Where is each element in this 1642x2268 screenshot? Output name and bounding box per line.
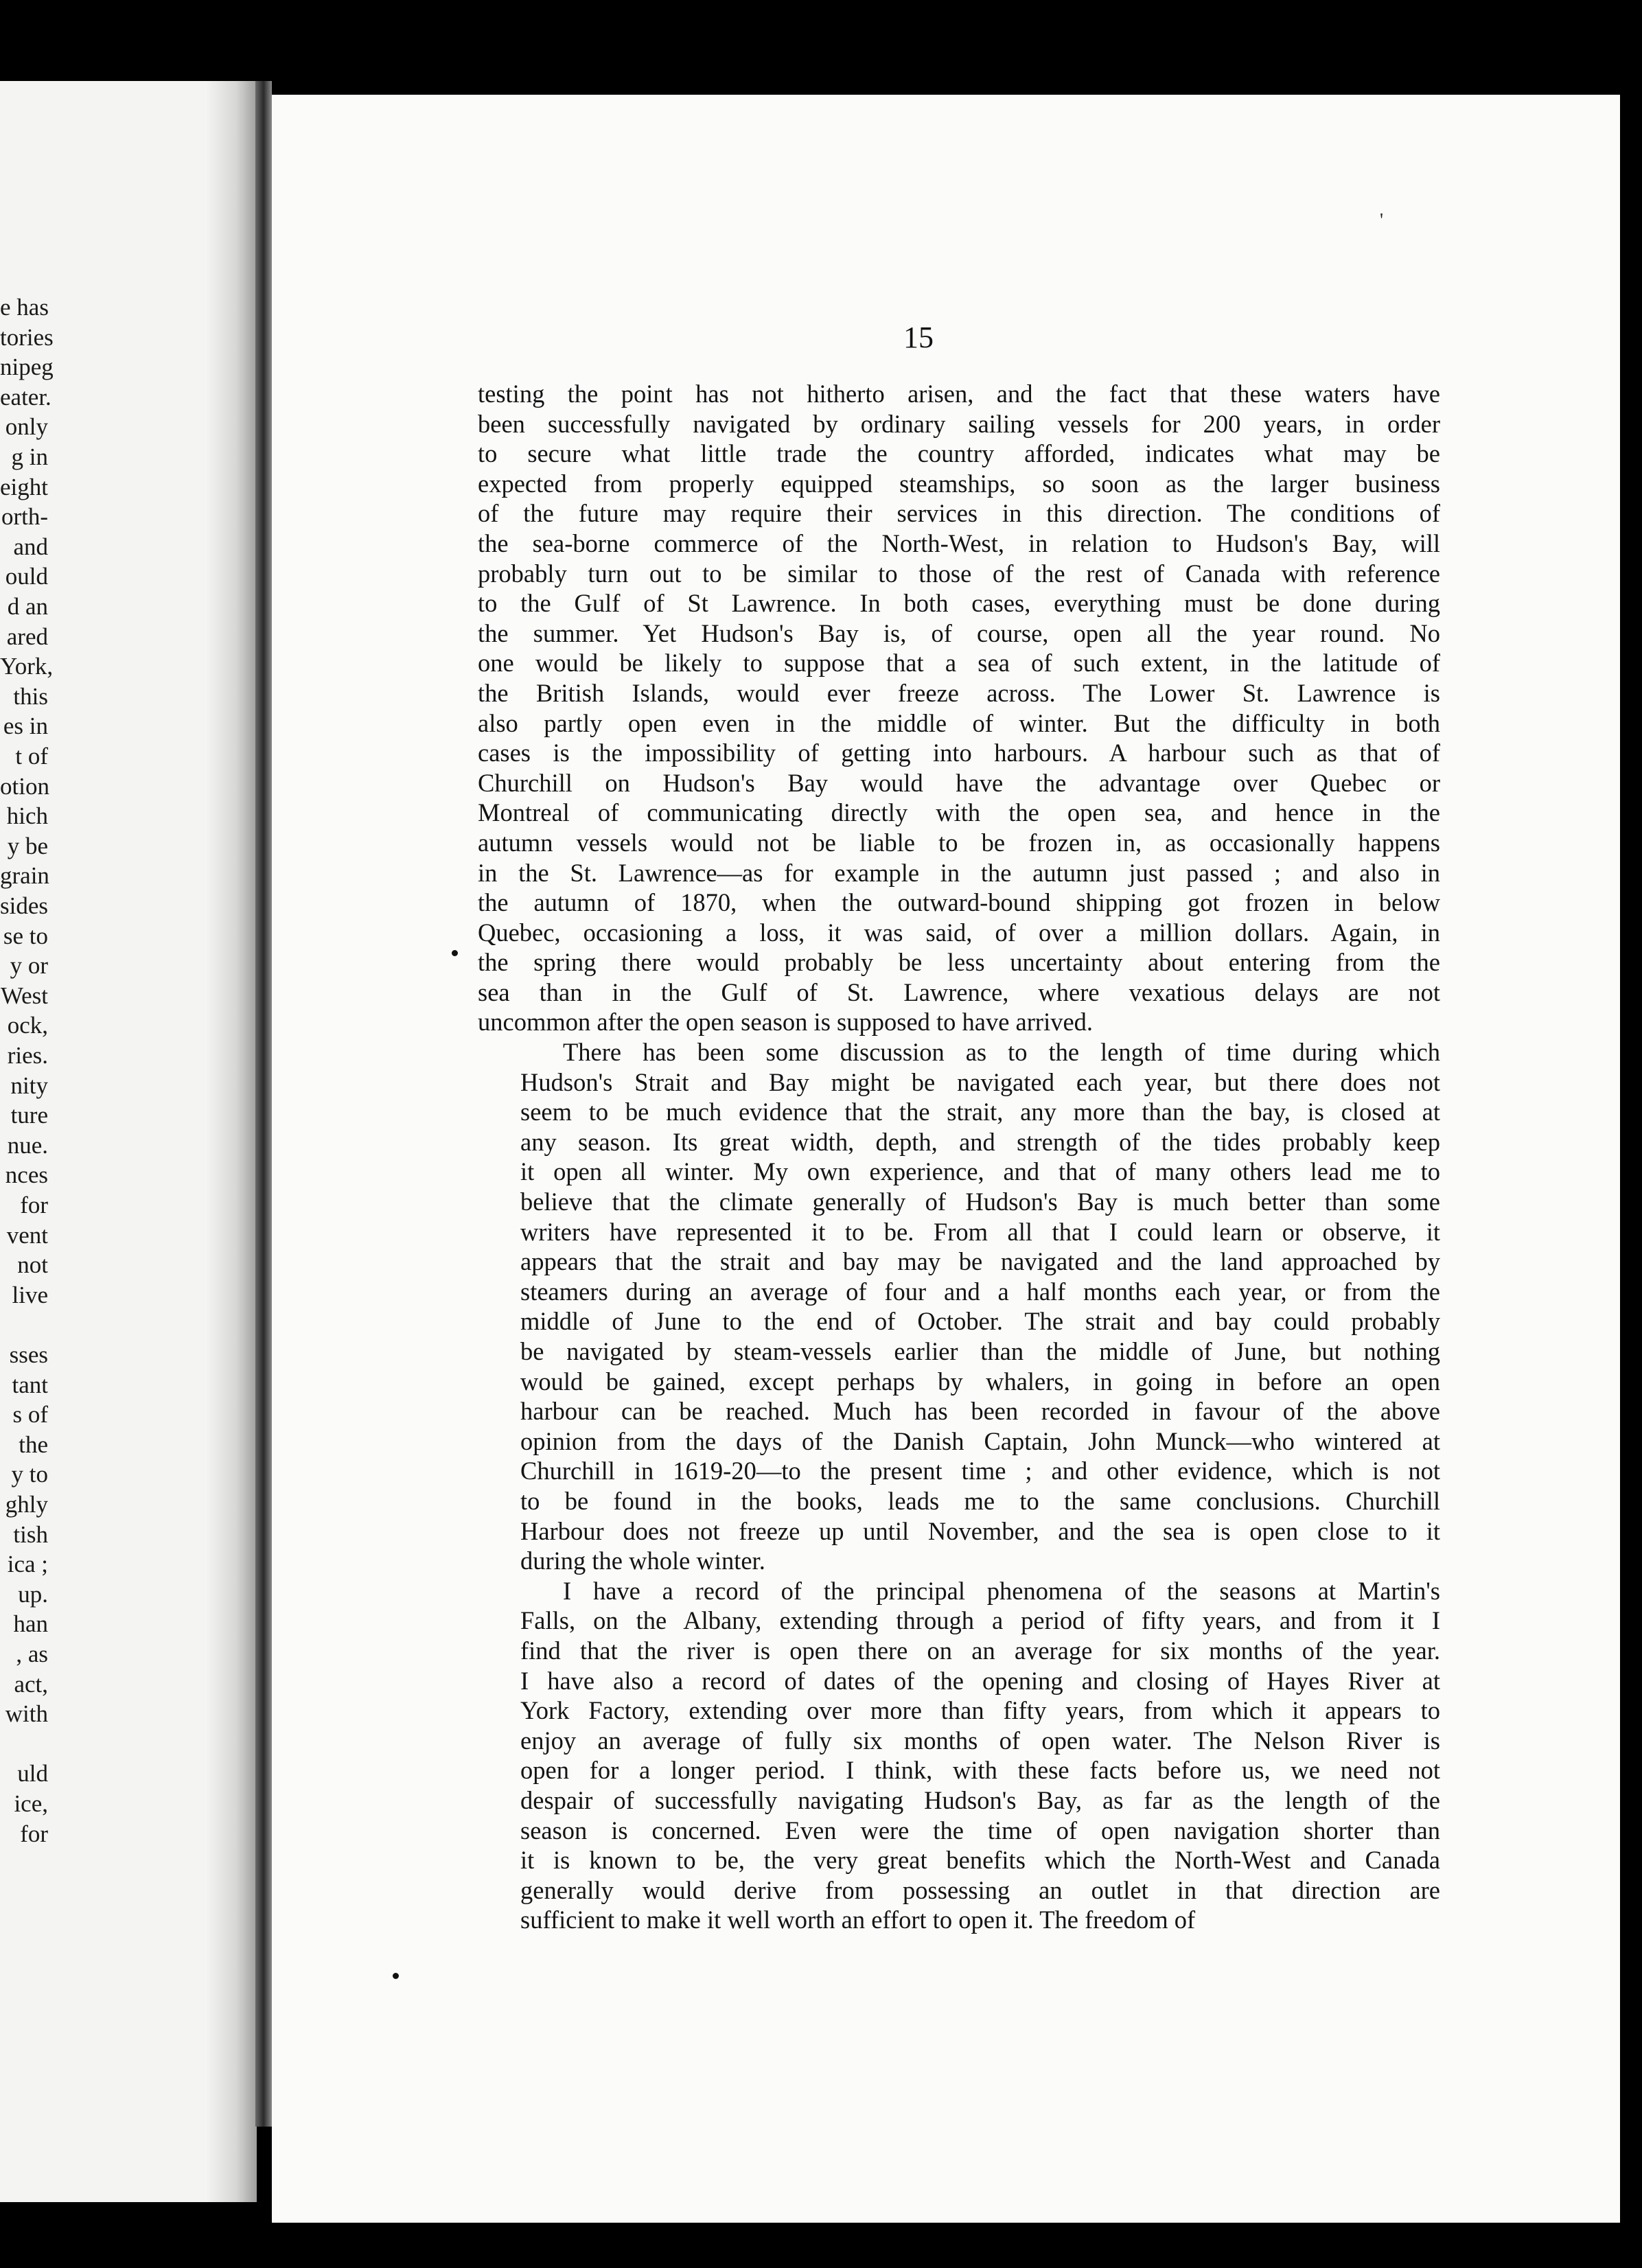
text-line: open for a longer period. I think, with these facts before us, we need not: [520, 1756, 1440, 1785]
facing-page-line-fragment: t of: [15, 743, 48, 769]
facing-page-line-fragment: West: [0, 982, 48, 1009]
text-line: sea than in the Gulf of St. Lawrence, where vexatious delays are not: [478, 977, 1440, 1006]
text-line: any season. Its great width, depth, and strength of the tides probably keep: [520, 1127, 1440, 1156]
text-line: it open all winter. My own experience, and that of many others lead me to: [520, 1157, 1440, 1186]
facing-page-line-fragment: only: [5, 413, 48, 441]
facing-page-line-fragment: the: [19, 1431, 48, 1458]
text-line: the British Islands, would ever freeze across. The Lower St. Lawrence is: [478, 678, 1440, 707]
facing-page-line-fragment: sses: [9, 1341, 48, 1368]
facing-page-line-fragment: act,: [14, 1670, 48, 1698]
facing-page-line-fragment: sides: [0, 892, 48, 919]
text-line: generally would derive from possessing an outlet in that direction are: [520, 1875, 1440, 1904]
text-line: to secure what little trade the country afforded, indicates what may be: [478, 439, 1440, 468]
text-line: been successfully navigated by ordinary sailing vessels for 200 years, in order: [478, 409, 1440, 438]
margin-speck: ': [1380, 210, 1384, 231]
text-line: There has been some discussion as to the length of time during which: [563, 1038, 1440, 1067]
facing-page-line-fragment: eight: [0, 473, 48, 500]
text-line: testing the point has not hitherto arisen, and the fact that these waters have: [478, 380, 1440, 408]
facing-page-line-fragment: han: [13, 1610, 48, 1638]
text-line: the sea-borne commerce of the North-West, in relation to Hudson's Bay, will: [478, 529, 1440, 557]
facing-page-line-fragment: ica ;: [7, 1551, 48, 1578]
text-line: I have a record of the principal phenomena of the seasons at Martin's: [563, 1576, 1440, 1605]
facing-page-line-fragment: for: [20, 1820, 48, 1847]
text-line: the summer. Yet Hudson's Bay is, of course, open all the year round. No: [478, 618, 1440, 647]
facing-page-line-fragment: tant: [12, 1371, 48, 1398]
text-line: Churchill on Hudson's Bay would have the advantage over Quebec or: [478, 768, 1440, 797]
facing-page-line-fragment: tories: [0, 323, 54, 351]
text-line: seem to be much evidence that the strait, any more than the bay, is closed at: [520, 1098, 1440, 1126]
facing-page-line-fragment: ture: [10, 1102, 48, 1129]
facing-page-line-fragment: for: [20, 1192, 48, 1218]
facing-page-line-fragment: York,: [0, 653, 54, 680]
text-line: Falls, on the Albany, extending through a period of fifty years, and from it I: [520, 1606, 1440, 1635]
text-line: of the future may require their services in this direction. The conditions of: [478, 499, 1440, 528]
facing-page-line-fragment: ghly: [5, 1491, 48, 1518]
page-number: 15: [903, 321, 934, 354]
text-line: appears that the strait and bay may be navigated and the land approached by: [520, 1247, 1440, 1276]
facing-page-line-fragment: ock,: [7, 1012, 48, 1039]
text-line: the autumn of 1870, when the outward-bound shipping got frozen in below: [478, 888, 1440, 917]
facing-page-line-fragment: ice,: [14, 1790, 48, 1817]
text-line: also partly open even in the middle of winter. But the difficulty in both: [478, 708, 1440, 737]
facing-page-line-fragment: vent: [6, 1221, 48, 1249]
text-line: during the whole winter.: [520, 1547, 765, 1575]
facing-page-line-fragment: uld: [17, 1760, 48, 1787]
facing-page-line-fragment: orth-: [1, 503, 48, 531]
margin-dot: [452, 950, 458, 956]
text-line: believe that the climate generally of Hudson's Bay is much better than some: [520, 1188, 1440, 1216]
text-line: writers have represented it to be. From all that I could learn or observe, it: [520, 1217, 1440, 1246]
facing-page-line-fragment: y to: [11, 1461, 48, 1488]
text-line: Quebec, occasioning a loss, it was said, of over a million dollars. Again, in: [478, 918, 1440, 947]
text-line: York Factory, extending over more than fifty years, from which it appears to: [520, 1696, 1440, 1725]
facing-page-line-fragment: eater.: [0, 383, 51, 410]
facing-page-line-fragment: ould: [5, 563, 48, 590]
text-line: steamers during an average of four and a half months each year, or from the: [520, 1277, 1440, 1306]
book-spine: [255, 81, 272, 2127]
facing-page-line-fragment: s of: [12, 1401, 48, 1428]
text-line: uncommon after the open season is supposed to have arrived.: [478, 1008, 1094, 1037]
facing-page-line-fragment: and: [13, 533, 48, 560]
text-line: to the Gulf of St Lawrence. In both cases, everything must be done during: [478, 589, 1440, 618]
text-line: would be gained, except perhaps by whalers, in going in before an open: [520, 1367, 1440, 1396]
paragraph: [478, 1576, 1440, 1935]
gutter-shadow: [206, 81, 257, 2202]
facing-page-line-fragment: d an: [7, 593, 48, 620]
facing-page-line-fragment: otion: [0, 772, 49, 800]
facing-page-line-fragment: this: [13, 682, 48, 710]
text-line: the spring there would probably be less uncertainty about entering from the: [478, 948, 1440, 977]
text-line: in the St. Lawrence—as for example in the autumn just passed ; and also in: [478, 858, 1440, 887]
text-line: Harbour does not freeze up until November, and the sea is open close to it: [520, 1516, 1440, 1545]
facing-page-line-fragment: nity: [10, 1072, 48, 1099]
facing-page-line-fragment: hich: [6, 802, 48, 830]
facing-page-line-fragment: nipeg: [0, 354, 54, 381]
text-line: autumn vessels would not be liable to be frozen in, as occasionally happens: [478, 828, 1440, 857]
facing-page-line-fragment: es in: [3, 713, 48, 740]
text-line: find that the river is open there on an average for six months of the year.: [520, 1636, 1440, 1665]
facing-page-line-fragment: grain: [0, 862, 49, 890]
text-line: be navigated by steam-vessels earlier than the middle of June, but nothing: [520, 1337, 1440, 1365]
facing-page-text-fragments: [0, 81, 54, 2202]
facing-page-line-fragment: tish: [13, 1520, 48, 1548]
facing-page-line-fragment: se to: [3, 922, 48, 949]
text-line: one would be likely to suppose that a sea of such extent, in the latitude of: [478, 649, 1440, 678]
facing-page-line-fragment: ries.: [7, 1042, 48, 1069]
text-line: Hudson's Strait and Bay might be navigated each year, but there does not: [520, 1067, 1440, 1096]
text-line: cases is the impossibility of getting into harbours. A harbour such as that of: [478, 739, 1440, 767]
document-page: [272, 95, 1620, 2223]
facing-page-line-fragment: y be: [7, 832, 48, 859]
facing-page-line-fragment: ared: [6, 623, 48, 650]
text-line: Montreal of communicating directly with the open sea, and hence in the: [478, 798, 1440, 827]
text-line: opinion from the days of the Danish Captain, John Munck—who wintered at: [520, 1426, 1440, 1455]
facing-page-line-fragment: not: [17, 1251, 48, 1279]
text-line: Churchill in 1619-20—to the present time ; and other evidence, which is not: [520, 1457, 1440, 1485]
text-line: season is concerned. Even were the time of open navigation shorter than: [520, 1816, 1440, 1844]
facing-page-line-fragment: nces: [5, 1161, 48, 1189]
margin-dot: [393, 1973, 399, 1979]
text-line: sufficient to make it well worth an effort to open it. The freedom of: [520, 1906, 1196, 1934]
facing-page-line-fragment: e has: [0, 294, 49, 321]
facing-page-line-fragment: y or: [10, 952, 48, 980]
facing-page-line-fragment: g in: [11, 443, 48, 470]
facing-page-line-fragment: with: [5, 1700, 48, 1728]
text-line: despair of successfully navigating Hudson's Bay, as far as the length of the: [520, 1785, 1440, 1814]
text-line: enjoy an average of fully six months of open water. The Nelson River is: [520, 1726, 1440, 1755]
facing-page-line-fragment: , as: [16, 1641, 48, 1667]
paragraph: [478, 379, 1440, 1037]
facing-page-line-fragment: nue.: [7, 1131, 48, 1159]
text-line: it is known to be, the very great benefits which the North-West and Canada: [520, 1846, 1440, 1875]
facing-page-line-fragment: up.: [18, 1580, 48, 1608]
text-line: to be found in the books, leads me to the same conclusions. Churchill: [520, 1486, 1440, 1515]
text-line: I have also a record of dates of the opening and closing of Hayes River at: [520, 1666, 1440, 1695]
facing-page: [0, 81, 257, 2202]
text-line: middle of June to the end of October. The strait and bay could probably: [520, 1307, 1440, 1336]
body-text: [478, 379, 1440, 1935]
text-line: probably turn out to be similar to those of the rest of Canada with reference: [478, 559, 1440, 588]
text-line: expected from properly equipped steamships, so soon as the larger business: [478, 469, 1440, 498]
text-line: harbour can be reached. Much has been recorded in favour of the above: [520, 1397, 1440, 1426]
paragraph: [478, 1037, 1440, 1576]
facing-page-line-fragment: live: [12, 1281, 48, 1308]
